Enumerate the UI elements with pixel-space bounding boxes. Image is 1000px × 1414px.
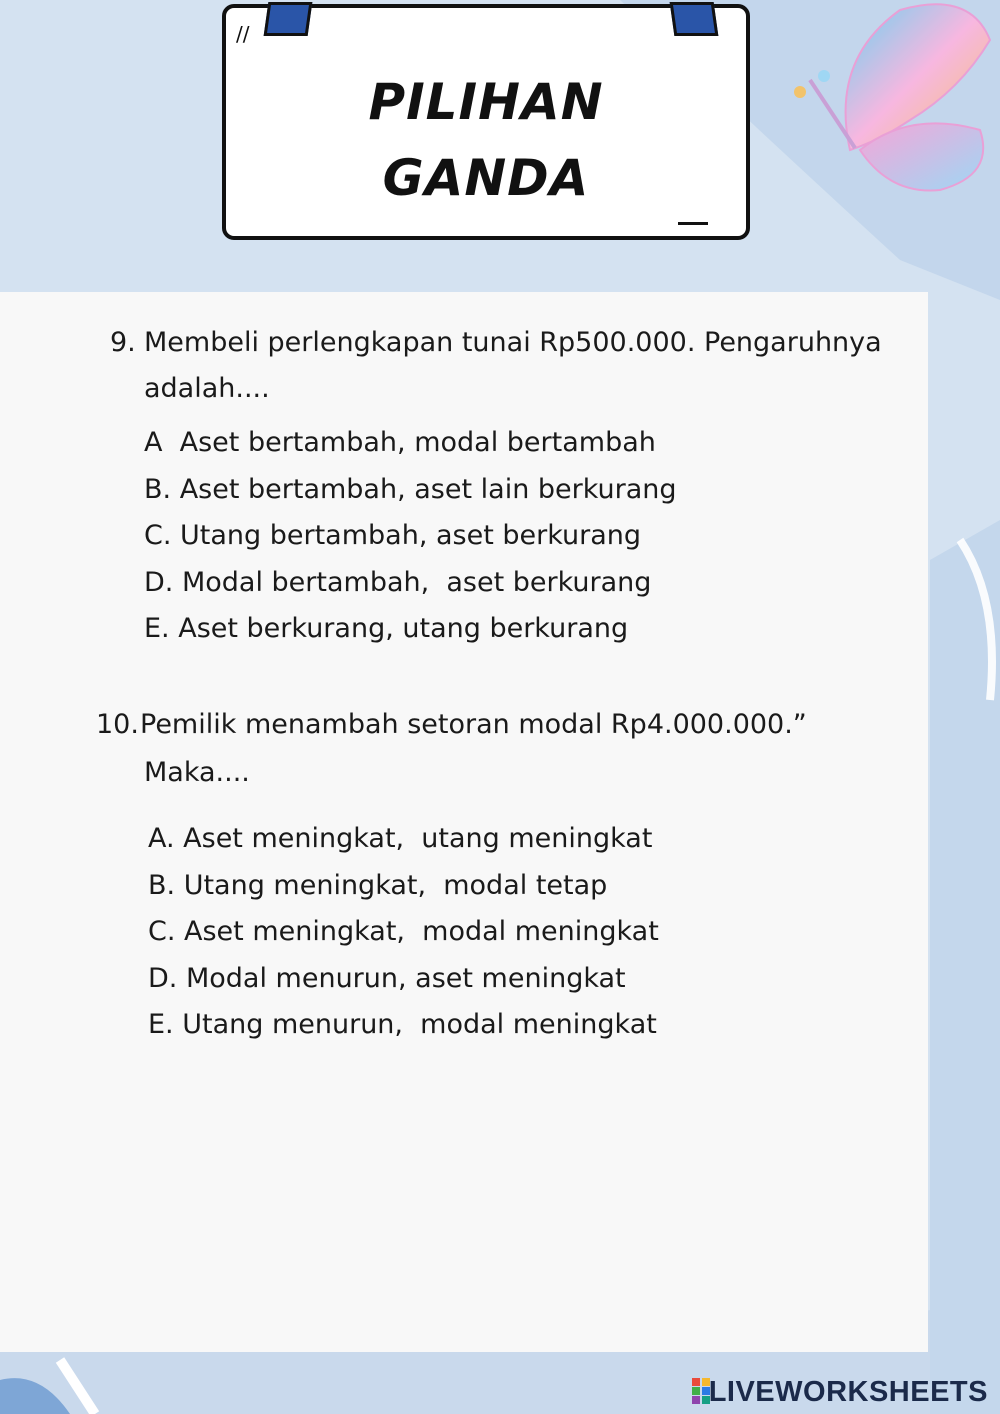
option-b[interactable]: B. Utang meningkat, modal tetap bbox=[148, 869, 608, 901]
options-list-10 bbox=[148, 816, 659, 1049]
option-e[interactable]: E. Utang menurun, modal meningkat bbox=[148, 1009, 657, 1041]
title-sign bbox=[222, 4, 750, 240]
brand-name: LIVEWORKSHEETS bbox=[708, 1376, 988, 1408]
option-c[interactable]: C. Utang bertambah, aset berkurang bbox=[144, 520, 642, 552]
question-9 bbox=[110, 320, 900, 412]
scribble-line bbox=[678, 222, 708, 225]
question-number: 10. bbox=[96, 709, 139, 740]
question-text-line1: Pemilik menambah setoran modal Rp4.000.000.” bbox=[140, 709, 807, 740]
question-text-line2: Maka.... bbox=[144, 757, 250, 788]
question-text-line1: Membeli perlengkapan tunai Rp500.000. Pengaruhnya bbox=[144, 327, 882, 358]
butterfly-illustration bbox=[790, 0, 1000, 200]
option-d[interactable]: D. Modal bertambah, aset berkurang bbox=[144, 566, 652, 598]
question-number: 9. bbox=[110, 327, 136, 358]
options-list-9 bbox=[144, 420, 677, 653]
tape-right bbox=[670, 2, 719, 36]
question-text-line2: adalah.... bbox=[144, 373, 270, 404]
option-b[interactable]: B. Aset bertambah, aset lain berkurang bbox=[144, 473, 677, 505]
page-title: PILIHAN GANDA bbox=[368, 73, 604, 207]
option-a[interactable]: A Aset bertambah, modal bertambah bbox=[144, 427, 656, 458]
option-a[interactable]: A. Aset meningkat, utang meningkat bbox=[148, 823, 653, 854]
option-c[interactable]: C. Aset meningkat, modal meningkat bbox=[148, 916, 659, 948]
option-d[interactable]: D. Modal menurun, aset meningkat bbox=[148, 962, 626, 994]
liveworksheets-logo-icon bbox=[692, 1378, 710, 1404]
tape-left bbox=[264, 2, 313, 36]
option-e[interactable]: E. Aset berkurang, utang berkurang bbox=[144, 613, 629, 645]
scribble-mark: // bbox=[236, 22, 250, 46]
question-10 bbox=[96, 702, 896, 796]
